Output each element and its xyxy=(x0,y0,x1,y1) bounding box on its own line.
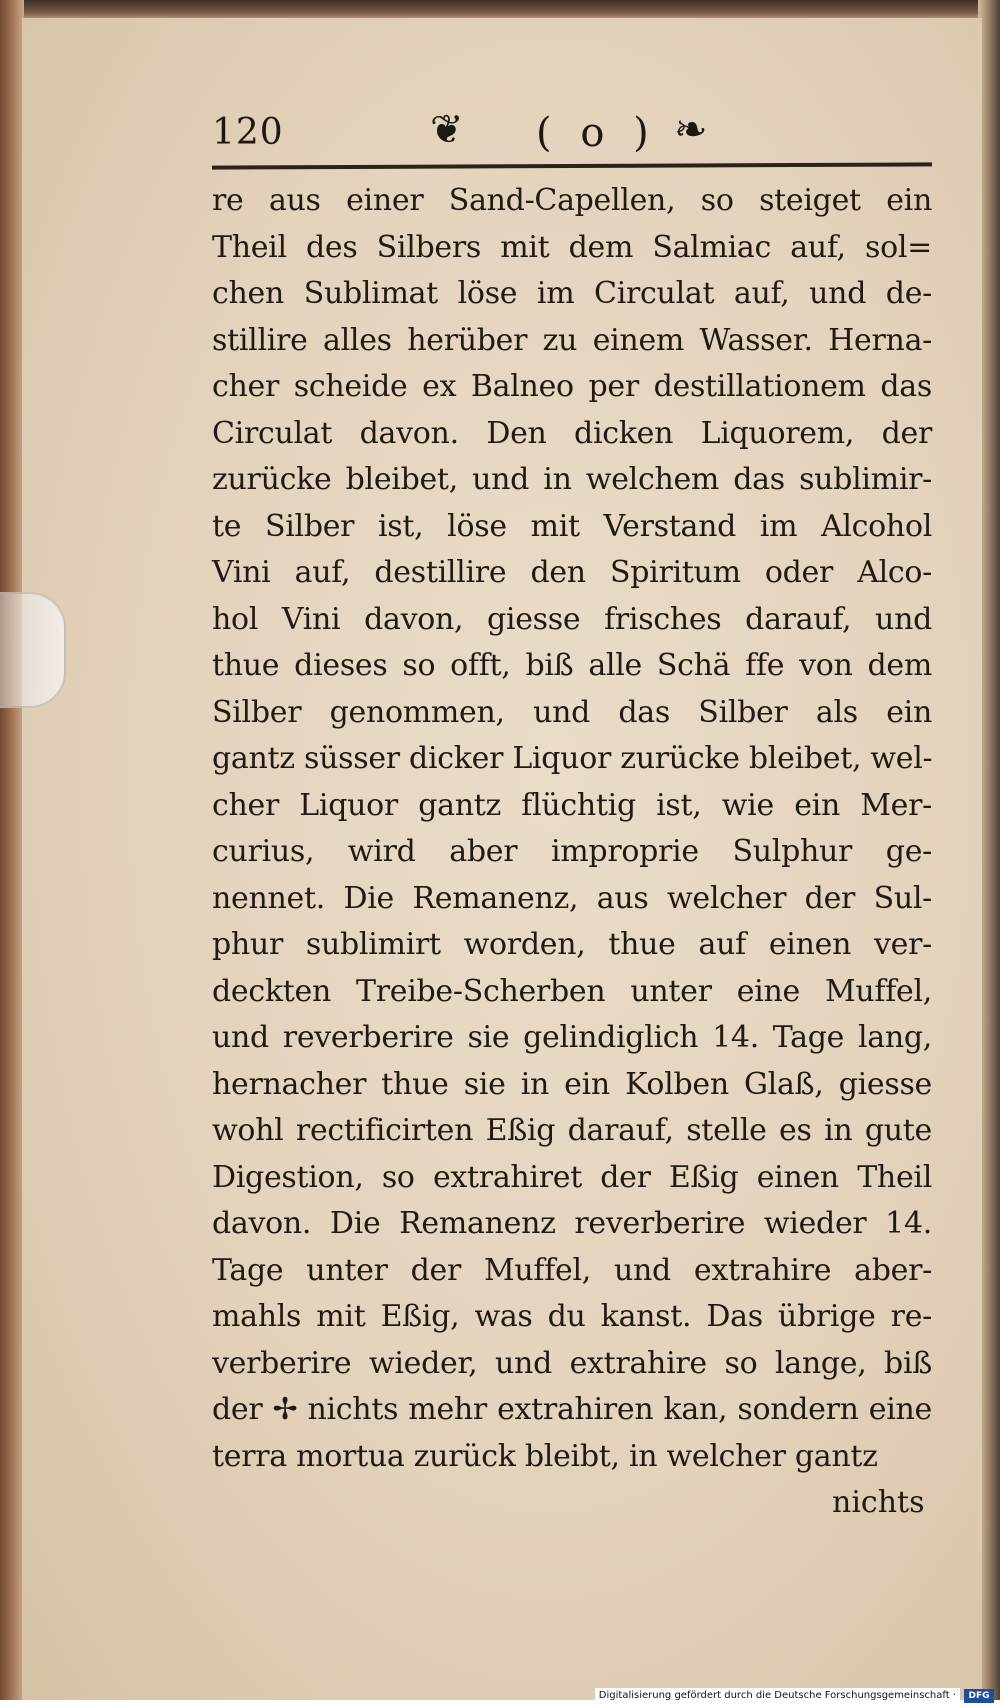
digitization-credit: Digitalisierung gefördert durch die Deutsche Forschungsgemeinschaft · xyxy=(595,1688,960,1704)
text-line: Digestion, so extrahiret der Eßig einen Theil xyxy=(212,1159,932,1195)
text-line: thue dieses so offt, biß alle Schä ffe von dem xyxy=(212,648,932,683)
text-line: hernacher thue sie in ein Kolben Glaß, giesse xyxy=(212,1066,932,1102)
text-line: cher scheide ex Balneo per destillationem das xyxy=(212,369,932,404)
text-line: Tage unter der Muffel, und extrahire aber- xyxy=(212,1252,932,1288)
text-line: re aus einer Sand-Capellen, so steiget ein xyxy=(212,183,932,218)
book-left-edge xyxy=(0,0,24,1700)
text-line: gantz süsser dicker Liquor zurücke bleibet, wel- xyxy=(212,741,933,776)
text-line: stillire alles herüber zu einem Wasser. Herna- xyxy=(212,322,932,358)
text-line: Theil des Silbers mit dem Salmiac auf, sol= xyxy=(212,229,932,265)
text-line: Vini auf, destillire den Spiritum oder Alco- xyxy=(212,555,932,590)
text-line: zurücke bleibet, und in welchem das sublimir- xyxy=(212,462,932,497)
text-line: cher Liquor gantz flüchtig ist, wie ein Mer- xyxy=(212,787,932,823)
page-clip xyxy=(0,592,66,708)
text-line: Silber genommen, und das Silber als ein xyxy=(212,694,932,730)
text-line: der ✢ nichts mehr extrahiren kan, sondern eine xyxy=(212,1392,932,1427)
fleuron-ornament-left-icon: ❦ xyxy=(430,107,464,153)
text-line: chen Sublimat löse im Circulat auf, und de- xyxy=(212,276,932,311)
body-text xyxy=(212,178,932,1480)
text-line: verberire wieder, und extrahire so lange, biß xyxy=(212,1345,932,1381)
text-line: hol Vini davon, giesse frisches darauf, und xyxy=(212,601,932,637)
text-line: deckten Treibe-Scherben unter eine Muffel, xyxy=(212,973,932,1009)
text-line: te Silber ist, löse mit Verstand im Alcohol xyxy=(212,508,932,544)
text-line: Circulat davon. Den dicken Liquorem, der xyxy=(212,415,932,451)
text-line: mahls mit Eßig, was du kanst. Das übrige re- xyxy=(212,1299,932,1334)
page-number: 120 xyxy=(212,112,284,153)
text-line: davon. Die Remanenz reverberire wieder 14. xyxy=(212,1206,932,1241)
text-line: curius, wird aber improprie Sulphur ge- xyxy=(212,834,932,869)
text-line: und reverberire sie gelindiglich 14. Tage lang, xyxy=(212,1020,932,1055)
catchword: nichts xyxy=(832,1485,925,1520)
text-line: nennet. Die Remanenz, aus welcher der Sul- xyxy=(212,880,932,916)
fleuron-ornament-right-icon: ❧ xyxy=(674,107,708,153)
header-center-text: ( o ) xyxy=(536,110,657,156)
text-line: phur sublimirt worden, thue auf einen ver- xyxy=(212,927,932,962)
text-line: wohl rectificirten Eßig darauf, stelle es in gute xyxy=(212,1113,932,1148)
text-line: terra mortua zurück bleibt, in welcher gantz xyxy=(212,1438,878,1474)
dfg-logo-icon: DFG xyxy=(964,1689,994,1703)
running-header xyxy=(212,108,932,168)
